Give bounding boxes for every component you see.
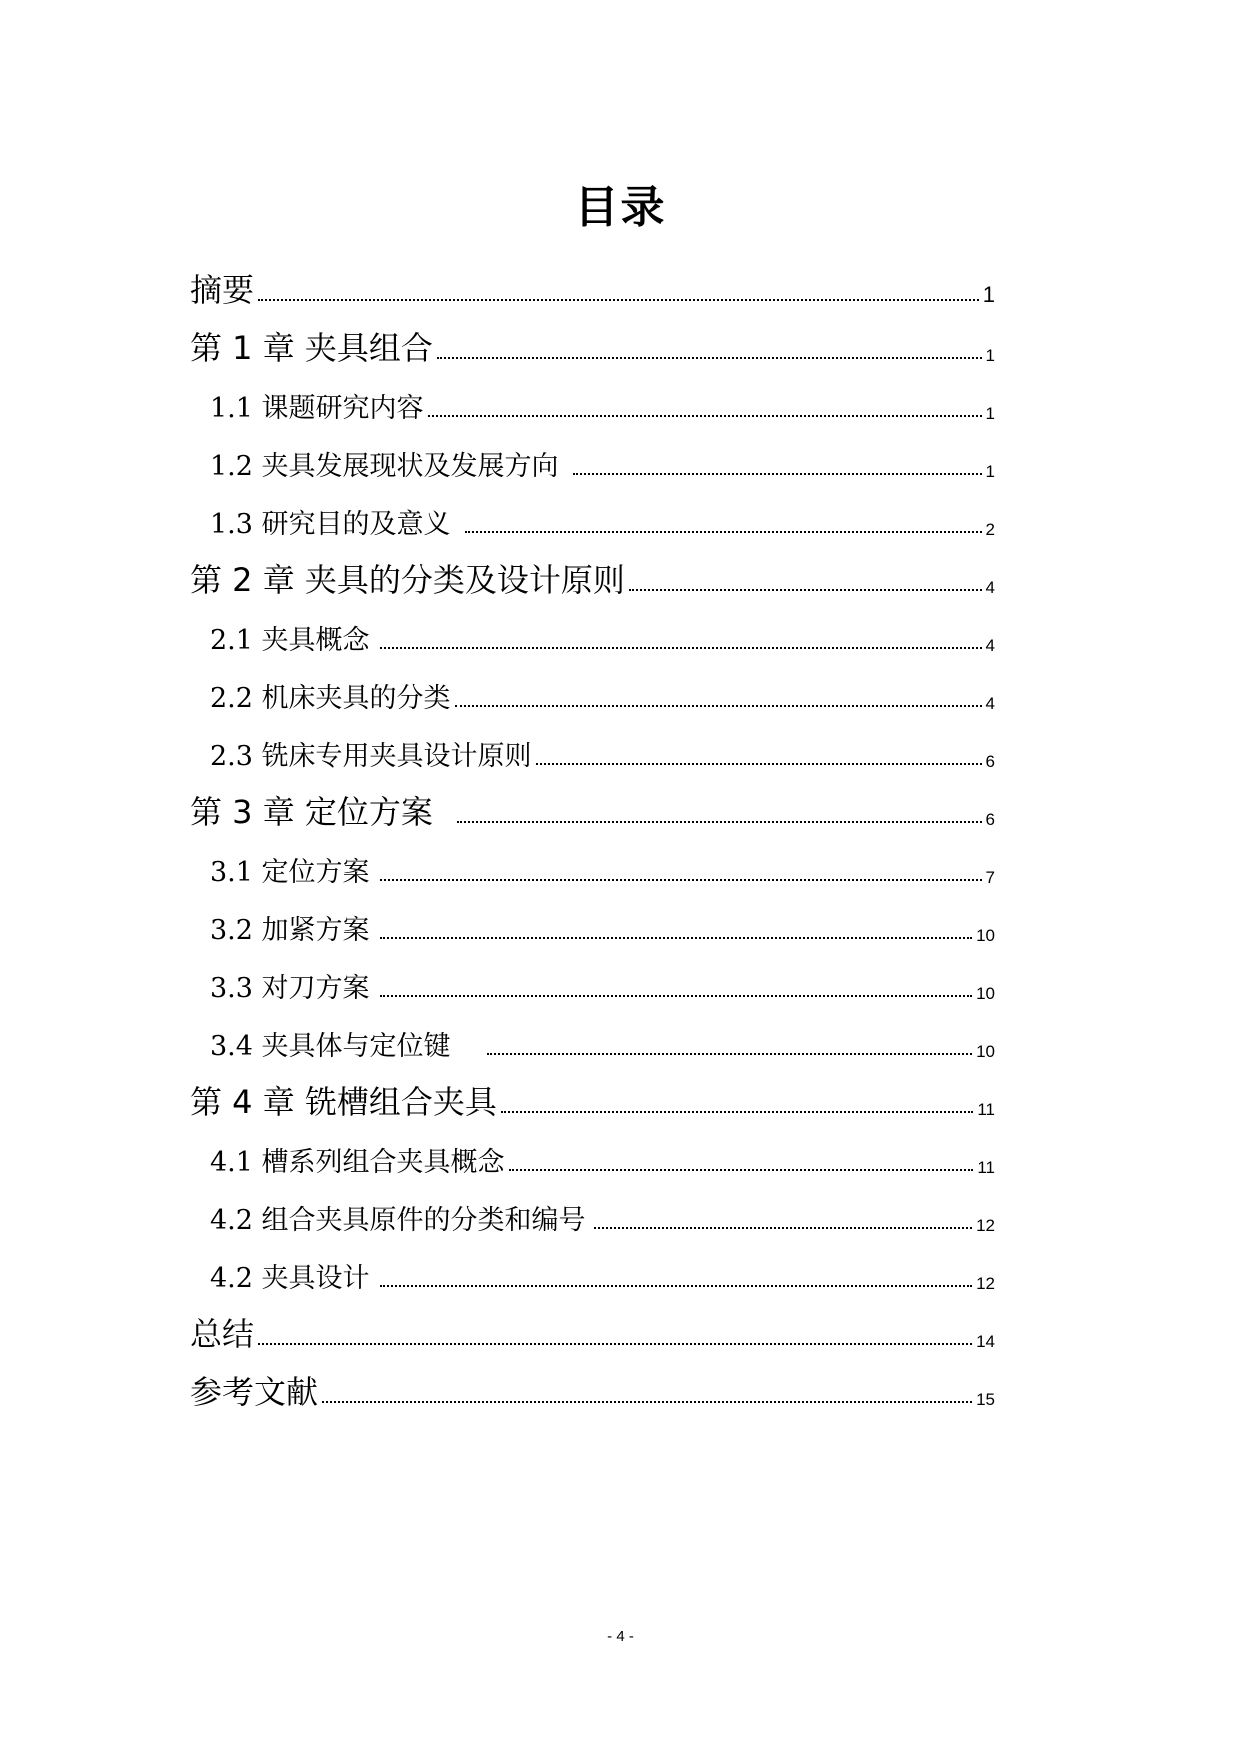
toc-entry-page: 10 [976, 984, 995, 1003]
toc-entry-page: 10 [976, 926, 995, 945]
toc-entry-page: 2 [985, 520, 995, 539]
toc-entry[interactable] [190, 1360, 995, 1410]
toc-entry[interactable] [190, 258, 995, 308]
toc-entry[interactable] [190, 548, 995, 598]
toc-entry-page: 1 [985, 404, 995, 423]
toc-entry-page: 10 [976, 1042, 995, 1061]
dot-leader [380, 1285, 973, 1287]
dot-leader [380, 937, 973, 939]
toc-entry-label: 3.4 夹具体与定位键 [210, 1031, 451, 1063]
toc-entry[interactable] [190, 780, 995, 830]
toc-entry-label: 摘要 [190, 270, 255, 309]
dot-leader [258, 299, 979, 301]
dot-leader [573, 473, 982, 475]
toc-entry-page: 11 [977, 1100, 995, 1119]
toc-entry[interactable] [190, 490, 995, 540]
page-number: - 4 - [607, 1628, 634, 1645]
toc-entry-page: 1 [985, 346, 995, 365]
toc-entry-page: 12 [976, 1216, 995, 1235]
toc-entry[interactable] [190, 606, 995, 656]
toc-entry-label: 2.1 夹具概念 [210, 625, 370, 657]
toc-entry[interactable] [190, 1070, 995, 1120]
toc-entry-label: 1.3 研究目的及意义 [210, 509, 451, 541]
toc-entry-label: 参考文献 [190, 1372, 319, 1411]
dot-leader [457, 821, 982, 823]
dot-leader [380, 879, 982, 881]
toc-entry-page: 4 [985, 636, 995, 655]
toc-entry-label: 第 2 章 夹具的分类及设计原则 [190, 560, 625, 599]
dot-leader [428, 415, 982, 417]
toc-entry-label: 3.3 对刀方案 [210, 973, 370, 1005]
toc-entry-page: 6 [985, 810, 995, 829]
toc-entry[interactable] [190, 374, 995, 424]
toc-entry-label: 4.2 组合夹具原件的分类和编号 [210, 1205, 586, 1237]
toc-entry-page: 12 [976, 1274, 995, 1293]
dot-leader [465, 531, 982, 533]
toc-entry[interactable] [190, 1244, 995, 1294]
toc-entry-label: 4.1 槽系列组合夹具概念 [210, 1147, 505, 1179]
toc-entry[interactable] [190, 722, 995, 772]
toc-entry[interactable] [190, 1186, 995, 1236]
dot-leader [629, 589, 982, 591]
toc-entry[interactable] [190, 1128, 995, 1178]
toc-entry-label: 1.2 夹具发展现状及发展方向 [210, 451, 559, 483]
dot-leader [594, 1227, 973, 1229]
dot-leader [380, 995, 973, 997]
dot-leader [487, 1053, 973, 1055]
toc-entry-label: 第 1 章 夹具组合 [190, 328, 433, 367]
toc-entry-page: 4 [985, 694, 995, 713]
toc-entry-label: 2.3 铣床专用夹具设计原则 [210, 741, 532, 773]
toc-entry-label: 第 4 章 铣槽组合夹具 [190, 1082, 497, 1121]
toc-entry-label: 3.2 加紧方案 [210, 915, 370, 947]
toc-entry-label: 第 3 章 定位方案 [190, 792, 433, 831]
dot-leader [509, 1169, 974, 1171]
toc-entry[interactable] [190, 1302, 995, 1352]
toc-entry[interactable] [190, 954, 995, 1004]
toc-entry-page: 14 [976, 1332, 995, 1351]
toc-entry-label: 1.1 课题研究内容 [210, 393, 424, 425]
toc-entry-page: 15 [976, 1390, 995, 1409]
toc-entry[interactable] [190, 1012, 995, 1062]
toc-entry-page: 6 [985, 752, 995, 771]
toc-entry-label: 3.1 定位方案 [210, 857, 370, 889]
toc-entry-page: 7 [985, 868, 995, 887]
toc-entry-page: 11 [977, 1158, 995, 1177]
dot-leader [322, 1401, 972, 1403]
toc-entry-label: 总结 [190, 1314, 255, 1353]
toc-entry[interactable] [190, 838, 995, 888]
toc-entry[interactable] [190, 432, 995, 482]
toc-entry-page: 1 [982, 282, 995, 307]
toc-entry[interactable] [190, 896, 995, 946]
dot-leader [437, 357, 982, 359]
toc-entry-label: 4.2 夹具设计 [210, 1263, 370, 1295]
dot-leader [380, 647, 982, 649]
dot-leader [501, 1111, 973, 1113]
toc-entry-page: 1 [985, 462, 995, 481]
toc-entry-page: 4 [985, 578, 995, 597]
dot-leader [258, 1343, 972, 1345]
toc-entry[interactable] [190, 664, 995, 714]
toc-entry[interactable] [190, 316, 995, 366]
dot-leader [536, 763, 982, 765]
dot-leader [455, 705, 982, 707]
page-title: 目录 [574, 182, 667, 233]
toc-entry-label: 2.2 机床夹具的分类 [210, 683, 451, 715]
